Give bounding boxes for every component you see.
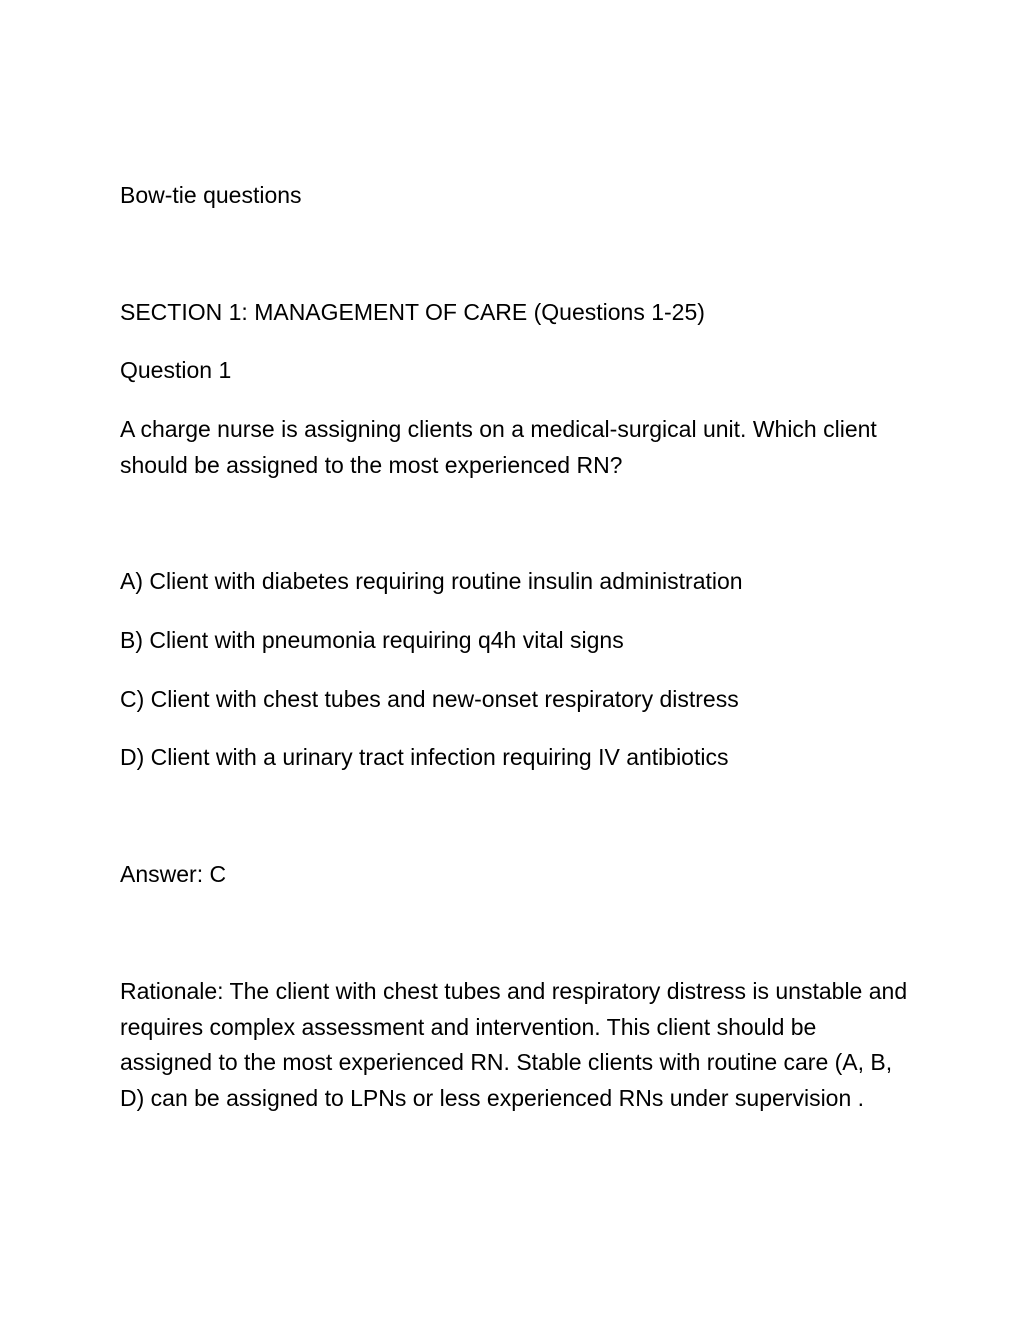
rationale-text: Rationale: The client with chest tubes and respiratory distress is unstable and requires complex assessment and intervention. This client should be assigned to the most experienced RN. Stable clients with routine care (A, B, D) can be assigned to LPNs or less experienced RNs under supervision . [120, 978, 908, 1111]
document-title: Bow-tie questions [120, 182, 302, 208]
answer-option-b: B) Client with pneumonia requiring q4h vital signs [120, 627, 624, 653]
answer-option-a: A) Client with diabetes requiring routine insulin administration [120, 568, 743, 594]
answer-option-d: D) Client with a urinary tract infection requiring IV antibiotics [120, 744, 729, 770]
answer-option-c: C) Client with chest tubes and new-onset respiratory distress [120, 686, 739, 712]
correct-answer: Answer: C [120, 861, 227, 887]
question-text: A charge nurse is assigning clients on a medical-surgical unit. Which client should be assigned to the most experienced RN? [120, 416, 877, 478]
question-label: Question 1 [120, 357, 232, 383]
section-heading: SECTION 1: MANAGEMENT OF CARE (Questions 1-25) [120, 299, 705, 325]
